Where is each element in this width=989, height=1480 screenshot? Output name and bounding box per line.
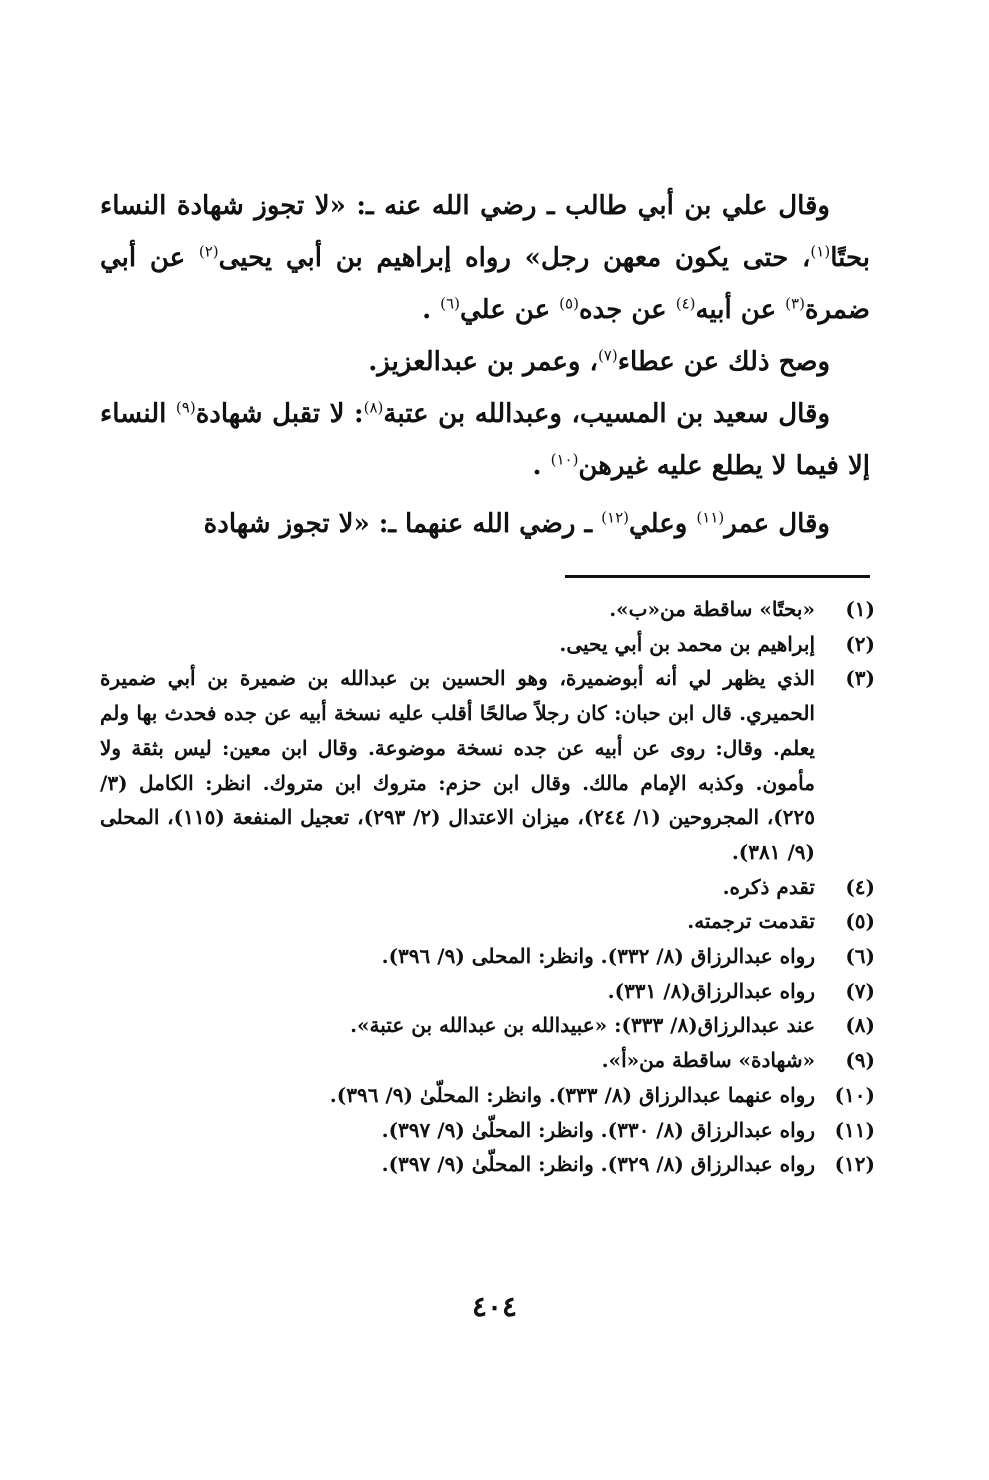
footnote-ref-8[interactable]: (٨) <box>363 398 384 417</box>
footnote-number: (٥) <box>845 909 875 934</box>
footnote-text: رواه عبدالرزاق (٨/ ٣٢٩). وانظر: المحلّىٰ (٩/ ٣٩٧). <box>381 1152 815 1177</box>
footnote-ref-12[interactable]: (١٢) <box>601 508 629 527</box>
footnote-text: «بحتًا» ساقطة من«ب». <box>609 597 815 621</box>
text-segment: وقال سعيد بن المسيب، وعبدالله بن عتبة <box>383 399 830 429</box>
text-segment: : لا تقبل شهادة <box>195 399 364 429</box>
text-segment: . <box>532 451 551 481</box>
footnote-ref-9[interactable]: (٩) <box>175 398 196 417</box>
footnote-ref-1[interactable]: (١) <box>810 242 831 261</box>
main-text-block <box>100 180 870 550</box>
paragraph-3 <box>100 388 870 492</box>
footnote-number: (٧) <box>845 978 875 1003</box>
footnote-text: «شهادة» ساقطة من«أ». <box>601 1048 815 1073</box>
footnote-text: رواه عبدالرزاق (٨/ ٣٣٠). وانظر: المحلّىٰ (٩/ ٣٩٧). <box>381 1117 815 1142</box>
footnote-number: (٢) <box>845 631 875 656</box>
footnote-number: (٦) <box>845 944 875 969</box>
text-segment: عن علي <box>459 295 560 325</box>
footnote-item <box>100 939 875 974</box>
footnote-item <box>100 1147 875 1182</box>
footnote-number: (١٠) <box>834 1082 875 1107</box>
paragraph-1 <box>100 180 870 336</box>
footnote-item <box>100 592 875 627</box>
footnote-number: (٤) <box>845 874 875 899</box>
footnote-item <box>100 627 875 662</box>
footnote-item <box>100 870 875 905</box>
page-number: ٤٠٤ <box>471 1290 518 1323</box>
footnote-text: رواه عبدالرزاق (٨/ ٣٣٢). وانظر: المحلى (٩/ ٣٩٦). <box>381 944 815 969</box>
footnotes-section <box>100 592 875 1182</box>
text-segment: وعلي <box>629 509 697 539</box>
footnote-number: (١٢) <box>834 1152 875 1177</box>
footnote-ref-5[interactable]: (٥) <box>559 294 579 313</box>
footnote-text: تقدمت ترجمته. <box>687 909 815 934</box>
footnote-ref-10[interactable]: (١٠) <box>550 450 579 469</box>
footnote-text: رواه عبدالرزاق(٨/ ٣٣١). <box>607 978 815 1003</box>
footnote-text: رواه عنهما عبدالرزاق (٨/ ٣٣٣). وانظر: المحلّىٰ (٩/ ٣٩٦). <box>329 1082 815 1107</box>
footnote-divider <box>565 575 870 578</box>
footnote-item <box>100 1043 875 1078</box>
footnote-number: (٣) <box>845 666 875 691</box>
footnote-text: عند عبدالرزاق(٨/ ٣٣٣): «عبيدالله بن عبدالله بن عتبة». <box>350 1013 815 1038</box>
footnote-item <box>100 974 875 1009</box>
text-segment: ، وعمر بن عبدالعزيز. <box>368 347 598 377</box>
footnote-item <box>100 1078 875 1113</box>
footnote-number: (١) <box>845 597 875 621</box>
text-segment: النساء إلا فيما لا يطلع عليه غيرهن <box>100 399 870 481</box>
footnote-item <box>100 904 875 939</box>
paragraph-2 <box>100 336 870 388</box>
text-segment: عن أبيه <box>695 295 786 325</box>
footnote-text: إبراهيم بن محمد بن أبي يحيى. <box>559 631 815 656</box>
footnote-number: (٨) <box>845 1013 875 1038</box>
footnote-item <box>100 1113 875 1148</box>
footnote-ref-6[interactable]: (٦) <box>440 294 460 313</box>
footnote-ref-2[interactable]: (٢) <box>198 242 219 261</box>
text-segment: عن جده <box>578 295 676 325</box>
footnote-ref-3[interactable]: (٣) <box>785 294 805 313</box>
footnote-item <box>100 1008 875 1043</box>
text-segment: وقال علي بن أبي طالب ـ رضي الله عنه ـ: «لا تجوز شهادة النساء بحتًا <box>100 191 870 273</box>
footnote-text: الذي يظهر لي أنه أبوضميرة، وهو الحسين بن عبدالله بن ضميرة بن أبي ضميرة الحميري. قال ابن حبان: كان رجلاً صالحًا أقلب عليه نسخة أبيه عن جده فحدث بها ولم يعلم. وقال: روى عن أبيه عن جده نسخة موضوعة. وقال ابن معين: ليس بثقة ولا مأمون. وكذبه الإمام مالك. وقال ابن حزم: متروك ابن متروك. انظر: الكامل (٣/ ٢٢٥)، المجروحين (١/ ٢٤٤)، ميزان الاعتدال (٢/ ٢٩٣)، تعجيل المنفعة (١١٥)، المحلى (٩/ ٣٨١). <box>100 666 815 864</box>
text-segment: ـ رضي الله عنهما ـ: «لا تجوز شهادة <box>203 509 602 539</box>
text-segment: . <box>422 295 441 325</box>
footnote-ref-7[interactable]: (٧) <box>597 346 618 365</box>
footnote-ref-11[interactable]: (١١) <box>696 508 725 527</box>
paragraph-4 <box>100 498 870 550</box>
footnote-item <box>100 661 875 869</box>
text-segment: وقال عمر <box>724 509 830 539</box>
footnote-number: (٩) <box>845 1048 875 1073</box>
footnote-text: تقدم ذكره. <box>722 874 815 899</box>
footnote-ref-4[interactable]: (٤) <box>675 294 696 313</box>
text-segment: ، حتى يكون معهن رجل» رواه إبراهيم بن أبي يحيى <box>218 243 811 273</box>
text-segment: وصح ذلك عن عطاء <box>617 347 830 377</box>
text-segment: عن أبي ضمرة <box>100 243 870 325</box>
footnote-number: (١١) <box>834 1117 875 1142</box>
